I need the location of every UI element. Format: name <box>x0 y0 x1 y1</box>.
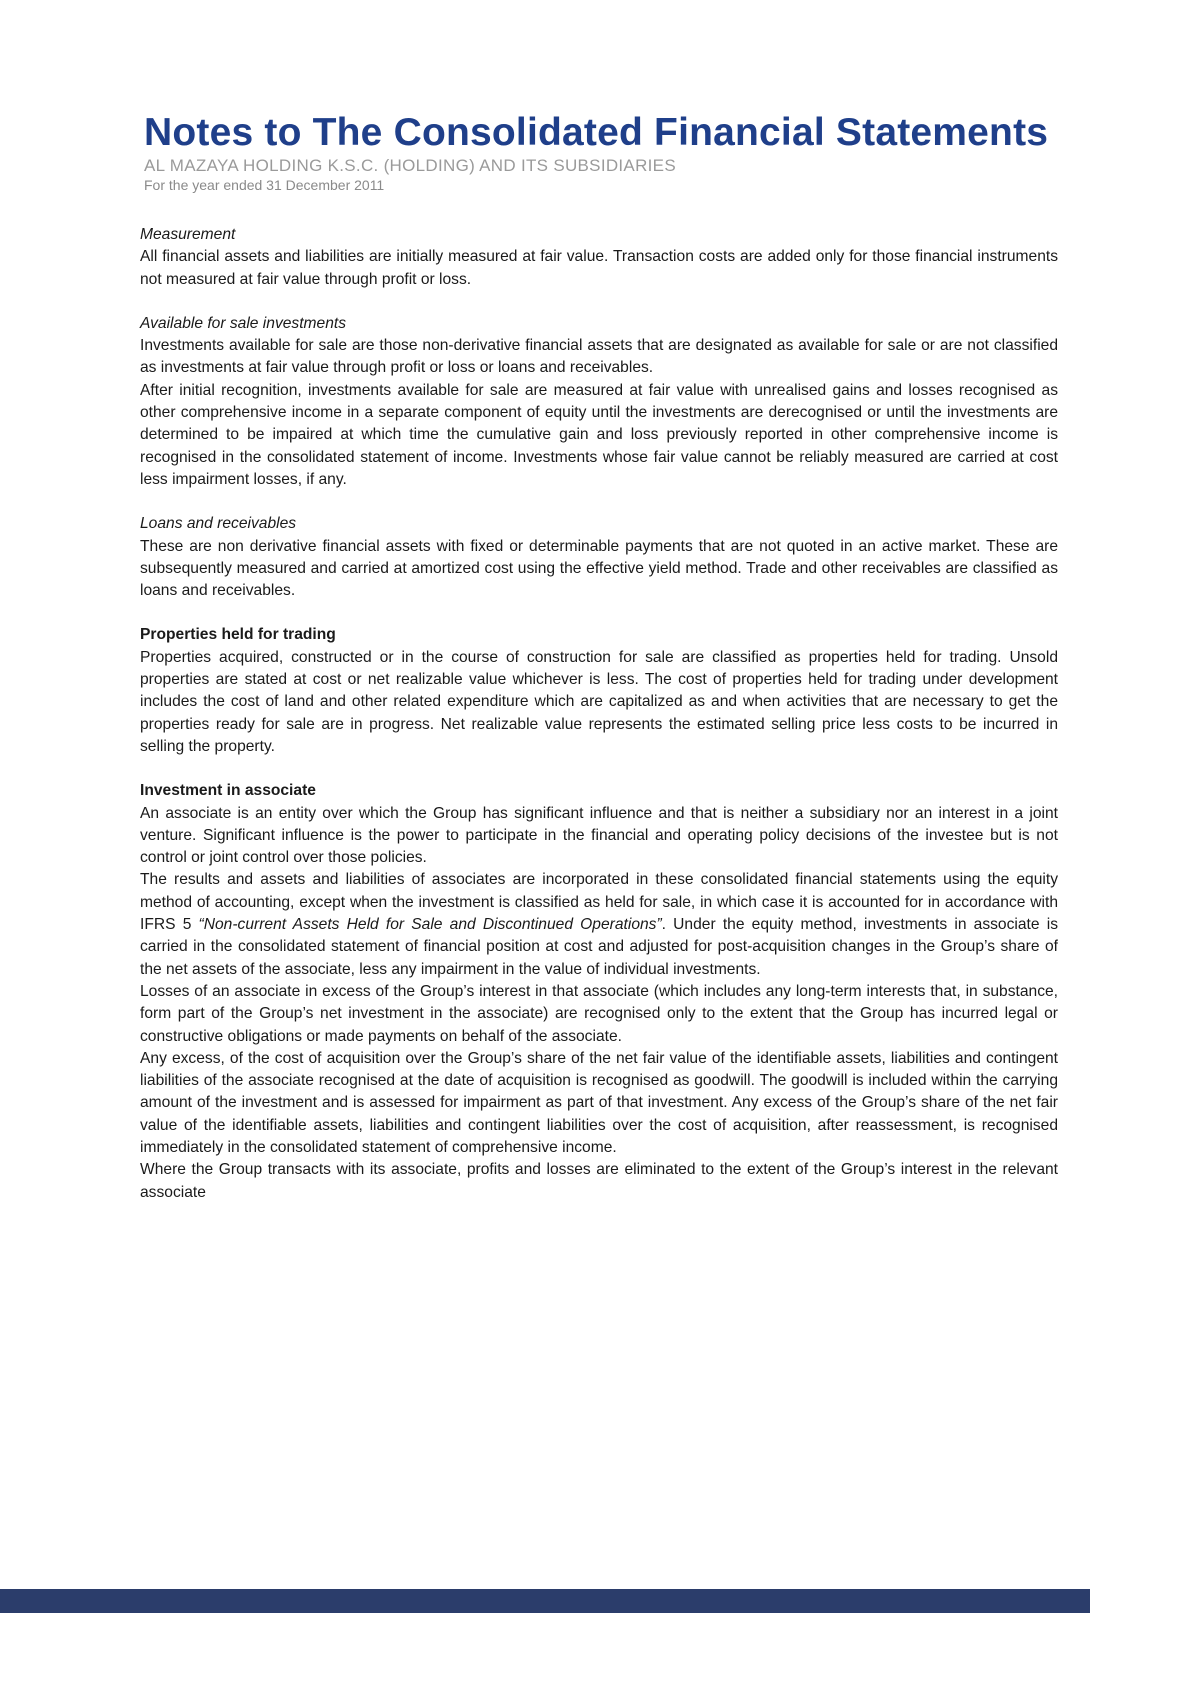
paragraph: Any excess, of the cost of acquisition over the Group’s share of the net fair value of the identifiable assets, liabilities and contingent liabilities of the associate recognised at the date of acquisition is recognised as goodwill. The goodwill is included within the carrying amount of the investment and is assessed for impairment as part of that investment. Any excess of the Group’s share of the net fair value of the identifiable assets, liabilities and contingent liabilities over the cost of acquisition, after reassessment, is recognised immediately in the consolidated statement of comprehensive income. <box>140 1049 1058 1156</box>
section-investment-in-associate <box>140 780 1058 1204</box>
paragraph: These are non derivative financial assets with fixed or determinable payments that are not quoted in an active market. These are subsequently measured and carried at amortized cost using the effective yield method. Trade and other receivables are classified as loans and receivables. <box>140 537 1058 600</box>
section-heading: Investment in associate <box>140 782 316 800</box>
paragraph: An associate is an entity over which the Group has significant influence and that is neither a subsidiary nor an interest in a joint venture. Significant influence is the power to participate in the financial and operating policy decisions of the investee but is not control or joint control over those policies. <box>140 804 1058 867</box>
page-title: Notes to The Consolidated Financial Statements <box>144 111 1049 154</box>
paragraph: Investments available for sale are those non-derivative financial assets that are designated as available for sale or are not classified as investments at fair value through profit or loss or loans and receivables. <box>140 337 1058 377</box>
section-available-for-sale <box>140 313 1058 491</box>
footer-bar <box>0 1589 1090 1613</box>
company-name: AL MAZAYA HOLDING K.S.C. (HOLDING) AND ITS SUBSIDIARIES <box>144 156 676 175</box>
section-heading: Measurement <box>140 226 236 243</box>
paragraph: Properties acquired, constructed or in the course of construction for sale are classified as properties held for trading. Unsold properties are stated at cost or net realizable value whichever is less. The cost of properties held for trading under development includes the cost of land and other related expenditure which are capitalized as and when activities that are necessary to get the properties ready for sale are in progress. Net realizable value represents the estimated selling price less costs to be incurred in selling the property. <box>140 648 1058 755</box>
section-heading: Properties held for trading <box>140 626 336 644</box>
paragraph: Losses of an associate in excess of the Group’s interest in that associate (which includes any long-term interests that, in substance, form part of the Group’s net investment in the associate) are recognised only to the extent that the Group has incurred legal or constructive obligations or made payments on behalf of the associate. <box>140 982 1058 1045</box>
reporting-period: For the year ended 31 December 2011 <box>144 177 385 193</box>
section-heading: Available for sale investments <box>140 314 347 332</box>
section-measurement <box>140 224 1058 291</box>
paragraph: All financial assets and liabilities are initially measured at fair value. Transaction costs are added only for those financial instruments not measured at fair value through profit or loss. <box>140 248 1058 288</box>
paragraph: After initial recognition, investments available for sale are measured at fair value with unrealised gains and losses recognised as other comprehensive income in a separate component of equity until the investments are derecognised or until the investments are determined to be impaired at which time the cumulative gain and loss previously reported in other comprehensive income is recognised in the consolidated statement of income. Investments whose fair value cannot be reliably measured are carried at cost less impairment losses, if any. <box>140 381 1058 488</box>
paragraph-text: . Under the equity method, investments in associate is carried in the consolidated statement of financial position at cost and adjusted for post-acquisition changes in the Group’s share of the net assets of the associate, less any impairment in the value of individual investments. <box>140 916 1058 978</box>
page-header <box>144 110 1064 194</box>
section-loans-receivables <box>140 513 1058 602</box>
paragraph <box>140 869 1058 980</box>
paragraph-text: The results and assets and liabilities of associates are incorporated in these consolidated financial statements using the equity method of accounting, except when the investment is classified as held for sale, in which case it is accounted for in accordance with IFRS 5 <box>140 871 1058 934</box>
notes-body <box>140 224 1058 1226</box>
section-properties-held-for-trading <box>140 624 1058 758</box>
section-heading: Loans and receivables <box>140 515 297 533</box>
ifrs-standard-title: “Non-current Assets Held for Sale and Discontinued Operations” <box>198 916 662 934</box>
paragraph: Where the Group transacts with its associate, profits and losses are eliminated to the extent of the Group’s interest in the relevant associate <box>140 1161 1058 1201</box>
